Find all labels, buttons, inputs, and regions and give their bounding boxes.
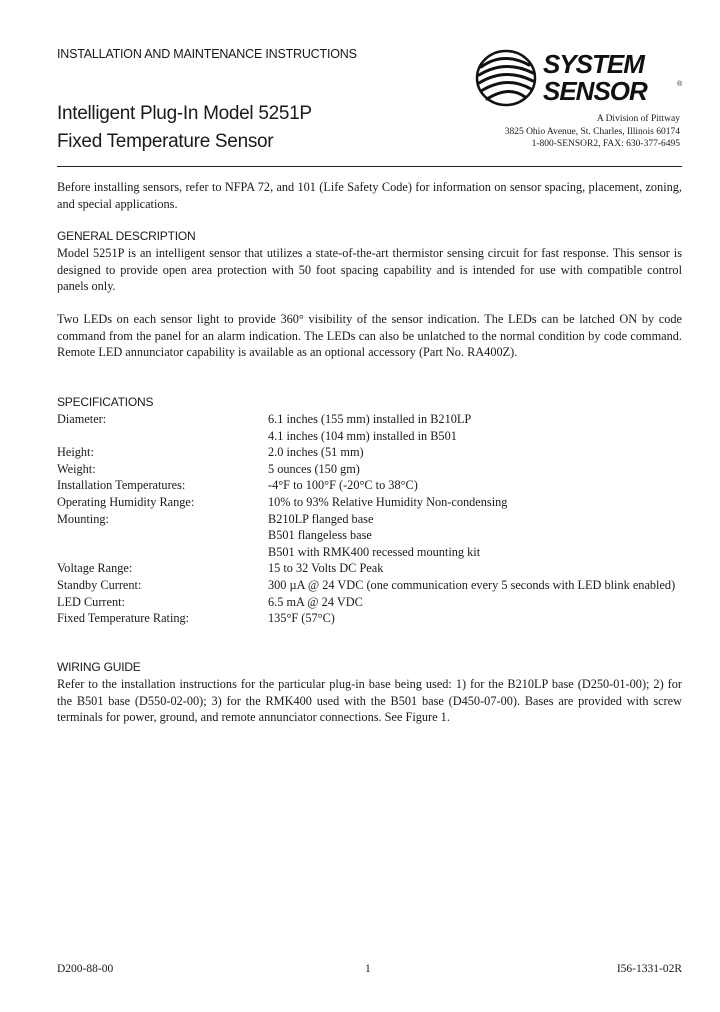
spec-label: Diameter:	[57, 412, 107, 426]
registered-mark: ®	[677, 81, 683, 88]
spec-row	[57, 428, 697, 445]
spec-value: 4.1 inches (104 mm) installed in B501	[268, 428, 457, 443]
spec-row	[57, 411, 697, 428]
spec-row	[57, 461, 697, 478]
spec-row	[57, 594, 697, 611]
company-division: A Division of Pittway	[596, 114, 680, 124]
spec-value: 10% to 93% Relative Humidity Non-condensing	[268, 495, 508, 509]
spec-row	[57, 477, 697, 494]
spec-row	[57, 610, 697, 627]
footer-document-number: D200-88-00	[57, 963, 114, 975]
logo-text-system: SYSTEM	[543, 49, 644, 79]
spec-label: Mounting:	[57, 511, 109, 526]
spec-value: 5 ounces (150 gm)	[268, 461, 360, 476]
spec-row	[57, 560, 697, 577]
spec-label: Fixed Temperature Rating:	[57, 611, 190, 626]
spec-value: B210LP flanged base	[268, 511, 374, 526]
footer-page-number: 1	[365, 963, 371, 975]
spec-row	[57, 511, 697, 528]
spec-row	[57, 577, 697, 594]
spec-row	[57, 444, 697, 461]
spec-value: 15 to 32 Volts DC Peak	[268, 561, 384, 576]
system-sensor-logo	[473, 47, 688, 109]
document-title-line1: Intelligent Plug-In Model 5251P	[57, 103, 312, 124]
wiring-guide-heading: WIRING GUIDE	[57, 660, 141, 674]
spec-label: Operating Humidity Range:	[57, 495, 195, 509]
header-divider	[57, 166, 682, 167]
spec-label: Height:	[57, 445, 94, 460]
document-type-label: INSTALLATION AND MAINTENANCE INSTRUCTIONS	[57, 47, 357, 61]
spec-value: 300 µA @ 24 VDC (one communication every 5 seconds with LED blink enabled)	[268, 578, 676, 592]
spec-label: Standby Current:	[57, 578, 142, 592]
spec-row	[57, 544, 697, 561]
general-description-paragraph-2: Two LEDs on each sensor light to provide 360° visibility of the sensor indication. The LEDs can be latched ON by code command from the panel for an alarm indication. The LEDs can also be unlatched to the normal condition by code command. Remote LED annunciator capability is available as an optional accessory (Part No. RA400Z).	[57, 312, 682, 360]
spec-row	[57, 494, 697, 511]
company-address: 3825 Ohio Avenue, St. Charles, Illinois 60174	[504, 126, 680, 137]
spec-value: -4°F to 100°F (-20°C to 38°C)	[268, 478, 418, 493]
swirl-logo-icon	[473, 47, 539, 109]
company-phone: 1-800-SENSOR2, FAX: 630-377-6495	[531, 139, 680, 149]
specifications-heading: SPECIFICATIONS	[57, 395, 154, 409]
document-title-line2: Fixed Temperature Sensor	[57, 131, 274, 152]
spec-row	[57, 527, 697, 544]
spec-label: Installation Temperatures:	[57, 478, 186, 493]
spec-label: Voltage Range:	[57, 561, 133, 576]
logo-text-sensor: SENSOR	[543, 76, 647, 106]
wiring-guide-paragraph: Refer to the installation instructions for the particular plug-in base being used: 1) for the B210LP base (D250-01-00); 2) for the B501 base (D550-02-00); 3) for the RMK400 used with the B501 base (D450-07-00). Bases are provided with screw terminals for power, ground, and remote annunciator connections. See Figure 1.	[57, 677, 682, 725]
general-description-heading: GENERAL DESCRIPTION	[57, 229, 196, 243]
intro-paragraph: Before installing sensors, refer to NFPA 72, and 101 (Life Safety Code) for information on sensor spacing, placement, zoning, and special applications.	[57, 180, 682, 211]
spec-label: Weight:	[57, 461, 96, 476]
spec-label: LED Current:	[57, 594, 125, 609]
spec-value: B501 flangeless base	[268, 528, 372, 543]
spec-value: 135°F (57°C)	[268, 611, 335, 626]
spec-value: B501 with RMK400 recessed mounting kit	[268, 544, 481, 559]
spec-value: 6.5 mA @ 24 VDC	[268, 594, 363, 609]
spec-value: 2.0 inches (51 mm)	[268, 445, 364, 460]
footer-part-number: I56-1331-02R	[616, 963, 682, 975]
general-description-paragraph-1: Model 5251P is an intelligent sensor that utilizes a state-of-the-art thermistor sensing circuit for fast response. This sensor is designed to provide open area protection with 50 foot spacing capability and is intended for use with compatible control panels only.	[57, 246, 682, 294]
spec-value: 6.1 inches (155 mm) installed in B210LP	[268, 412, 472, 426]
company-info	[505, 113, 680, 151]
